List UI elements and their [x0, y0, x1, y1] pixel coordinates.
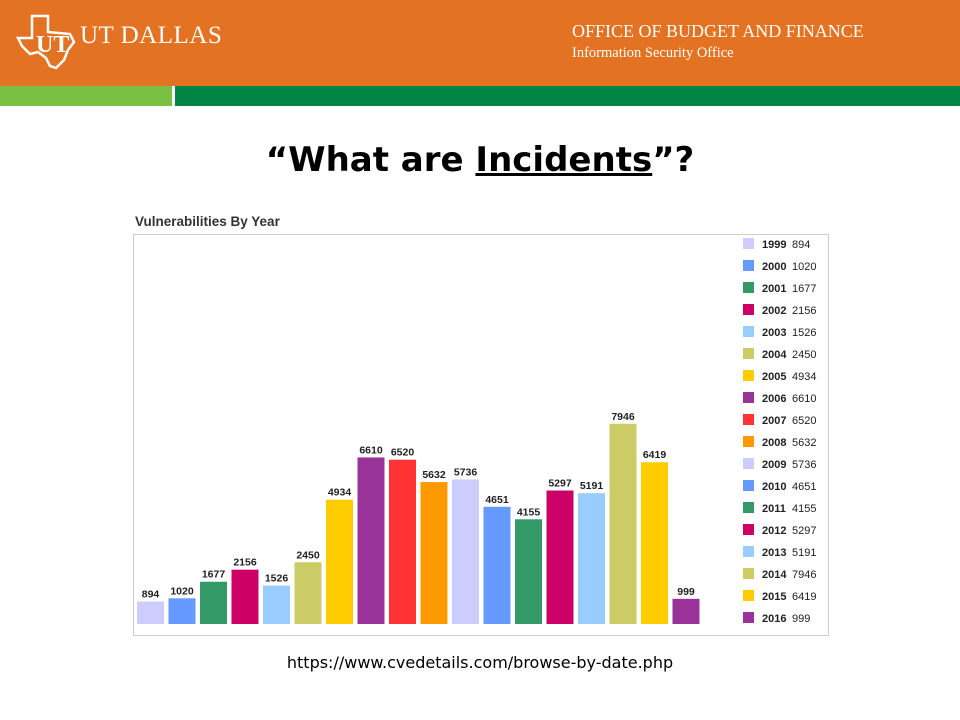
bar-value-label: 6520	[390, 446, 415, 459]
legend-value: 5191	[792, 547, 817, 559]
office-title: OFFICE OF BUDGET AND FINANCE	[572, 21, 864, 41]
bar-2000	[169, 598, 196, 624]
legend-swatch-2010	[743, 480, 754, 491]
legend-year: 2012	[762, 525, 787, 537]
bar-value-label: 894	[141, 588, 160, 601]
legend-value: 4934	[792, 371, 817, 383]
bar-value-label: 1020	[170, 585, 194, 598]
legend-value: 2450	[792, 349, 817, 361]
slide-title	[0, 140, 960, 180]
legend-value: 4155	[792, 503, 817, 515]
legend-swatch-2001	[743, 282, 754, 293]
bar-value-label: 5297	[548, 477, 572, 490]
bar-value-label: 999	[677, 585, 695, 598]
legend-swatch-2012	[743, 524, 754, 535]
title-underlined-word: Incidents	[475, 140, 653, 180]
bar-2004	[295, 562, 322, 624]
legend-value: 6520	[792, 415, 817, 427]
legend-year: 2005	[762, 371, 787, 383]
legend-year: 2002	[762, 305, 787, 317]
bar-value-label: 2156	[233, 556, 257, 569]
legend-year: 2003	[762, 327, 787, 339]
legend-year: 2008	[762, 437, 787, 449]
legend-value: 5632	[792, 437, 817, 449]
legend-swatch-2005	[743, 370, 754, 381]
legend-value: 4651	[792, 481, 817, 493]
legend-swatch-2003	[743, 326, 754, 337]
bar-value-label: 6419	[642, 449, 667, 462]
legend-value: 6419	[792, 591, 817, 603]
legend-swatch-2015	[743, 590, 754, 601]
legend-swatch-2013	[743, 546, 754, 557]
legend-swatch-2002	[743, 304, 754, 315]
legend-year: 2013	[762, 547, 787, 559]
bar-2011	[515, 519, 542, 624]
title-suffix: ”?	[652, 140, 695, 180]
legend-swatch-2011	[743, 502, 754, 513]
legend-swatch-2007	[743, 414, 754, 425]
bar-2008	[421, 482, 448, 624]
chart-svg	[133, 206, 833, 638]
vulnerabilities-chart	[133, 206, 833, 638]
bar-2010	[484, 507, 511, 624]
legend-value: 1526	[792, 327, 817, 339]
legend-swatch-2006	[743, 392, 754, 403]
bar-value-label: 5632	[422, 469, 446, 482]
legend-swatch-2016	[743, 612, 754, 623]
bar-value-label: 5736	[453, 466, 478, 479]
legend-year: 2000	[762, 261, 787, 273]
legend-year: 1999	[762, 239, 787, 251]
bar-2016	[673, 599, 700, 624]
svg-text:UT: UT	[36, 32, 70, 58]
bar-2014	[610, 424, 637, 624]
legend-value: 2156	[792, 305, 817, 317]
bar-1999	[137, 601, 164, 624]
legend-swatch-2008	[743, 436, 754, 447]
bar-2005	[326, 500, 353, 624]
source-url[interactable]: https://www.cvedetails.com/browse-by-date.php	[286, 653, 674, 672]
legend-value: 1677	[792, 283, 817, 295]
legend-value: 5297	[792, 525, 817, 537]
legend-value: 999	[792, 613, 811, 625]
header-bar	[0, 0, 960, 86]
bar-value-label: 2450	[296, 549, 320, 562]
legend-swatch-1999	[743, 238, 754, 249]
bar-value-label: 6610	[359, 444, 383, 457]
legend-value: 5736	[792, 459, 817, 471]
legend-year: 2007	[762, 415, 787, 427]
bar-value-label: 1526	[264, 572, 289, 585]
legend-swatch-2000	[743, 260, 754, 271]
accent-band-light	[0, 86, 172, 106]
legend-value: 894	[792, 239, 811, 251]
legend-swatch-2004	[743, 348, 754, 359]
bar-2015	[641, 462, 668, 624]
bar-2002	[232, 570, 259, 624]
title-prefix: “What are	[265, 140, 476, 180]
legend-value: 1020	[792, 261, 817, 273]
legend-value: 6610	[792, 393, 817, 405]
chart-title: Vulnerabilities By Year	[135, 214, 280, 229]
legend-year: 2009	[762, 459, 787, 471]
legend-value: 7946	[792, 569, 817, 581]
bar-value-label: 1677	[201, 568, 226, 581]
bar-2012	[547, 491, 574, 624]
legend-year: 2004	[762, 349, 787, 361]
bar-2007	[389, 460, 416, 624]
logo-wordmark: UT DALLAS	[80, 22, 223, 49]
legend-swatch-2014	[743, 568, 754, 579]
legend-year: 2014	[762, 569, 787, 581]
office-subtitle: Information Security Office	[572, 45, 734, 61]
legend-year: 2006	[762, 393, 787, 405]
legend-swatch-2009	[743, 458, 754, 469]
bar-2001	[200, 582, 227, 624]
bar-2006	[358, 457, 385, 624]
office-title-block	[572, 20, 864, 64]
bar-2013	[578, 493, 605, 624]
bar-value-label: 4155	[516, 506, 541, 519]
bar-2003	[263, 586, 290, 624]
bar-value-label: 4651	[485, 493, 509, 506]
accent-band-dark	[175, 86, 960, 106]
legend-year: 2015	[762, 591, 787, 603]
legend-year: 2001	[762, 283, 787, 295]
legend-year: 2010	[762, 481, 787, 493]
bar-value-label: 4934	[327, 486, 352, 499]
bar-value-label: 7946	[611, 410, 635, 423]
legend-year: 2016	[762, 613, 787, 625]
bar-value-label: 5191	[579, 480, 604, 493]
legend-year: 2011	[762, 503, 786, 515]
bar-2009	[452, 479, 479, 624]
